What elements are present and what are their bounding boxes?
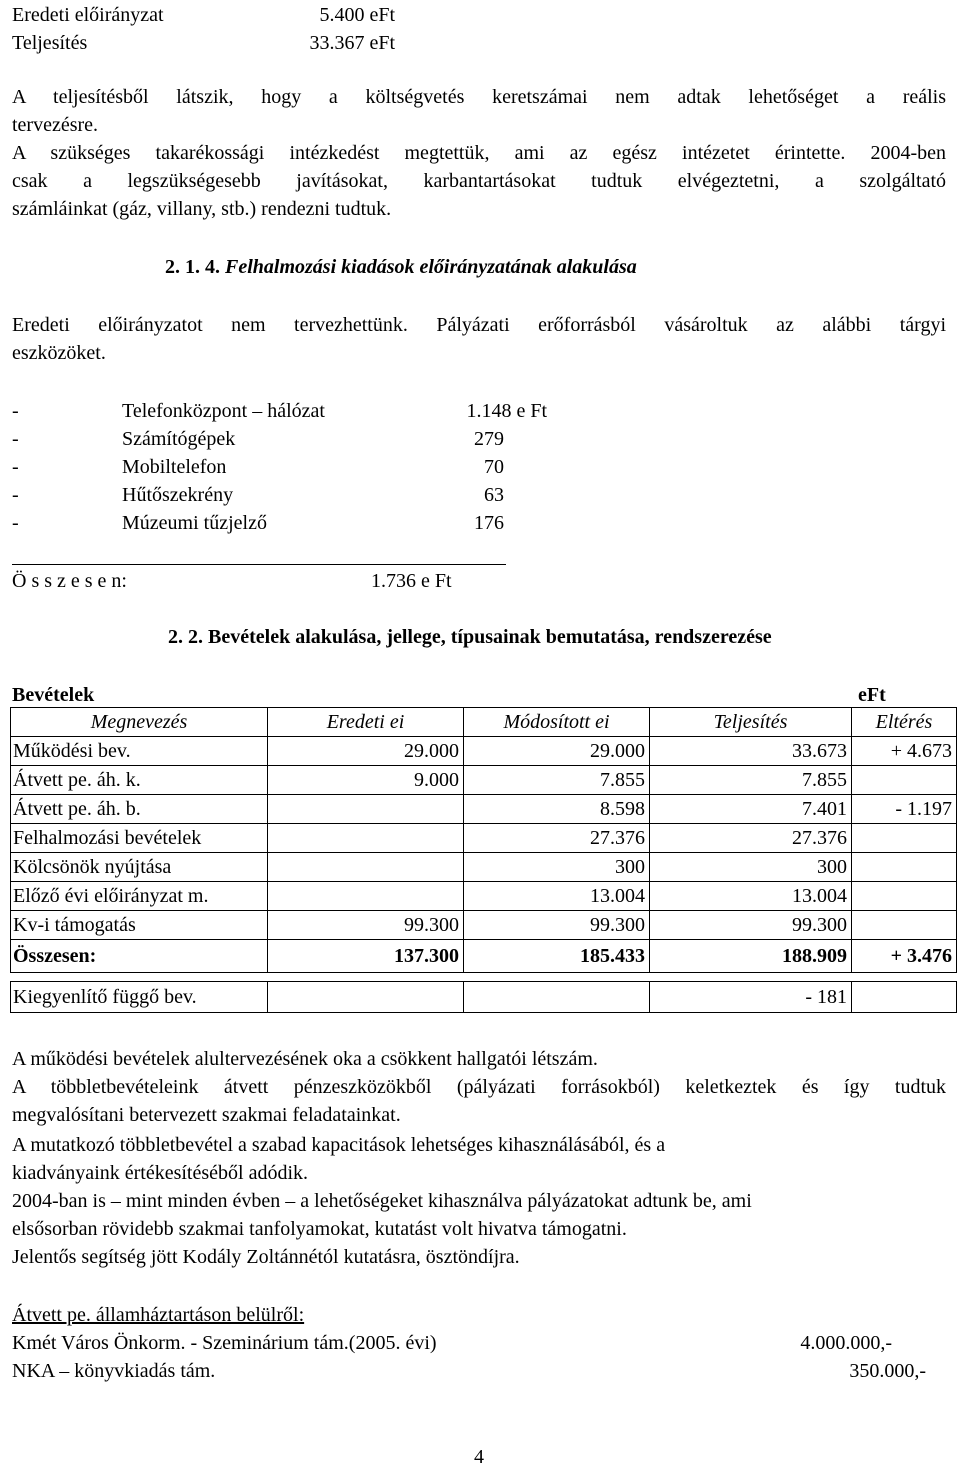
table-cell [268, 795, 464, 824]
section-214-title: Felhalmozási kiadások előirányzatának alakulása [225, 256, 637, 278]
table-cell [268, 853, 464, 882]
table-cell: - 1.197 [852, 795, 957, 824]
table-cell: 9.000 [268, 766, 464, 795]
table-cell: + 4.673 [852, 737, 957, 766]
table-cell: 29.000 [464, 737, 650, 766]
table-cell: 8.598 [464, 795, 650, 824]
transfer-value: 350.000,- [849, 1360, 926, 1382]
explanation-line-8: Jelentős segítség jött Kodály Zoltánnétól kutatásra, ösztöndíjra. [12, 1246, 520, 1268]
table-cell-label: Kölcsönök nyújtása [11, 853, 268, 882]
table-cell: 27.376 [464, 824, 650, 853]
section-214-heading [165, 253, 637, 281]
table-cell [852, 766, 957, 795]
explanation-line-5: kiadványaink értékesítéséből adódik. [12, 1162, 309, 1184]
table-total-row [11, 940, 957, 973]
table-cell: 27.376 [650, 824, 852, 853]
budget-original-label: Eredeti előirányzat [12, 4, 164, 26]
table-cell: 185.433 [464, 940, 650, 973]
section-214-number: 2. 1. 4. [165, 256, 220, 278]
revenue-table-unit: eFt [858, 684, 886, 706]
table-cell-label: Átvett pe. áh. b. [11, 795, 268, 824]
table-cell-label: Működési bev. [11, 737, 268, 766]
table-row [11, 737, 957, 766]
table-cell-label: Összesen: [11, 940, 268, 973]
list-item-value: 1.148 e Ft [466, 400, 547, 422]
list-item-value: 63 [484, 484, 504, 506]
table-cell-label: Kv-i támogatás [11, 911, 268, 940]
table-cell: 7.855 [650, 766, 852, 795]
asset-total-value: 1.736 e Ft [371, 570, 452, 592]
list-item-name: Telefonközpont – hálózat [122, 400, 325, 422]
list-item-name: Hűtőszekrény [122, 484, 234, 506]
explanation-line-6: 2004-ban is – mint minden évben – a lehetőségeket kihasználva pályázatokat adtunk be, ami [12, 1190, 752, 1212]
table-cell: 13.004 [464, 882, 650, 911]
intro-paragraph-2-line-2: csak a legszükségesebb javításokat, karbantartásokat tudtuk elvégeztetni, a szolgáltató [12, 170, 946, 192]
list-item-value: 70 [484, 456, 504, 478]
table-header-row [11, 708, 957, 737]
transfers-heading: Átvett pe. államháztartáson belülről: [12, 1304, 305, 1326]
table-cell [852, 853, 957, 882]
list-item-dash: - [12, 484, 19, 506]
table-cell: 99.300 [650, 911, 852, 940]
list-item-value: 176 [474, 512, 504, 534]
table-row [11, 882, 957, 911]
budget-actual-value: 33.367 eFt [309, 32, 395, 54]
list-item-dash: - [12, 400, 19, 422]
intro-paragraph-1-line-1: A teljesítésből látszik, hogy a költségvetés keretszámai nem adtak lehetőséget a reális [12, 86, 946, 108]
page-number: 4 [474, 1446, 484, 1468]
intro-paragraph-1-line-2: tervezésre. [12, 114, 99, 136]
table-cell: 99.300 [464, 911, 650, 940]
table-cell [464, 982, 650, 1013]
list-item-value: 279 [474, 428, 504, 450]
table-pending-row [11, 982, 957, 1013]
column-header: Teljesítés [650, 708, 852, 737]
column-header: Módosított ei [464, 708, 650, 737]
column-header: Eltérés [852, 708, 957, 737]
table-cell: 99.300 [268, 911, 464, 940]
list-item-dash: - [12, 456, 19, 478]
revenue-table-title: Bevételek [12, 684, 95, 706]
table-row [11, 795, 957, 824]
table-cell: - 181 [650, 982, 852, 1013]
table-cell [852, 882, 957, 911]
table-row [11, 766, 957, 795]
table-cell: 29.000 [268, 737, 464, 766]
table-cell [268, 824, 464, 853]
intro-paragraph-2-line-1: A szükséges takarékossági intézkedést megtettük, ami az egész intézetet érintette. 2004-ben [12, 142, 946, 164]
explanation-line-4: A mutatkozó többletbevétel a szabad kapacitások lehetséges kihasználásából, és a [12, 1134, 666, 1156]
total-divider [12, 564, 506, 565]
table-cell-label: Átvett pe. áh. k. [11, 766, 268, 795]
explanation-line-7: elsősorban rövidebb szakmai tanfolyamokat, kutatást volt hivatva támogatni. [12, 1218, 627, 1240]
section-22-heading: 2. 2. Bevételek alakulása, jellege, típusainak bemutatása, rendszerezése [168, 626, 772, 648]
table-cell: 7.855 [464, 766, 650, 795]
asset-total-label: Ö s s z e s e n: [12, 570, 127, 592]
table-row [11, 824, 957, 853]
explanation-line-3: megvalósítani betervezett szakmai feladatainkat. [12, 1104, 401, 1126]
list-item-dash: - [12, 428, 19, 450]
revenue-table [10, 707, 957, 1013]
table-row [11, 853, 957, 882]
table-cell: 137.300 [268, 940, 464, 973]
budget-actual-label: Teljesítés [12, 32, 88, 54]
intro-paragraph-2-line-3: számláinkat (gáz, villany, stb.) rendezni tudtuk. [12, 198, 392, 220]
column-header: Eredeti ei [268, 708, 464, 737]
section-214-text-line-2: eszközöket. [12, 342, 106, 364]
list-item-name: Múzeumi tűzjelző [122, 512, 267, 534]
table-cell-label: Előző évi előirányzat m. [11, 882, 268, 911]
transfer-label: NKA – könyvkiadás tám. [12, 1360, 216, 1382]
table-cell-label: Felhalmozási bevételek [11, 824, 268, 853]
table-cell [852, 824, 957, 853]
table-row [11, 911, 957, 940]
list-item-dash: - [12, 512, 19, 534]
explanation-line-2: A többletbevételeink átvett pénzeszközökből (pályázati forrásokból) keletkeztek és így tudtuk [12, 1076, 946, 1098]
table-cell [852, 911, 957, 940]
table-cell-label: Kiegyenlítő függő bev. [11, 982, 268, 1013]
table-cell: 7.401 [650, 795, 852, 824]
table-cell [268, 982, 464, 1013]
table-cell [268, 882, 464, 911]
list-item-name: Mobiltelefon [122, 456, 227, 478]
transfer-value: 4.000.000,- [800, 1332, 892, 1354]
explanation-line-1: A működési bevételek alultervezésének oka a csökkent hallgatói létszám. [12, 1048, 598, 1070]
table-cell: 300 [650, 853, 852, 882]
table-cell: 33.673 [650, 737, 852, 766]
column-header: Megnevezés [11, 708, 268, 737]
table-cell: 188.909 [650, 940, 852, 973]
table-cell: 300 [464, 853, 650, 882]
table-cell: + 3.476 [852, 940, 957, 973]
table-spacer-row [11, 973, 957, 982]
table-cell [852, 982, 957, 1013]
list-item-name: Számítógépek [122, 428, 236, 450]
section-214-text-line-1: Eredeti előirányzatot nem tervezhettünk. Pályázati erőforrásból vásároltuk az alábbi tárgyi [12, 314, 946, 336]
budget-original-value: 5.400 eFt [319, 4, 395, 26]
table-cell: 13.004 [650, 882, 852, 911]
transfer-label: Kmét Város Önkorm. - Szeminárium tám.(2005. évi) [12, 1332, 437, 1354]
